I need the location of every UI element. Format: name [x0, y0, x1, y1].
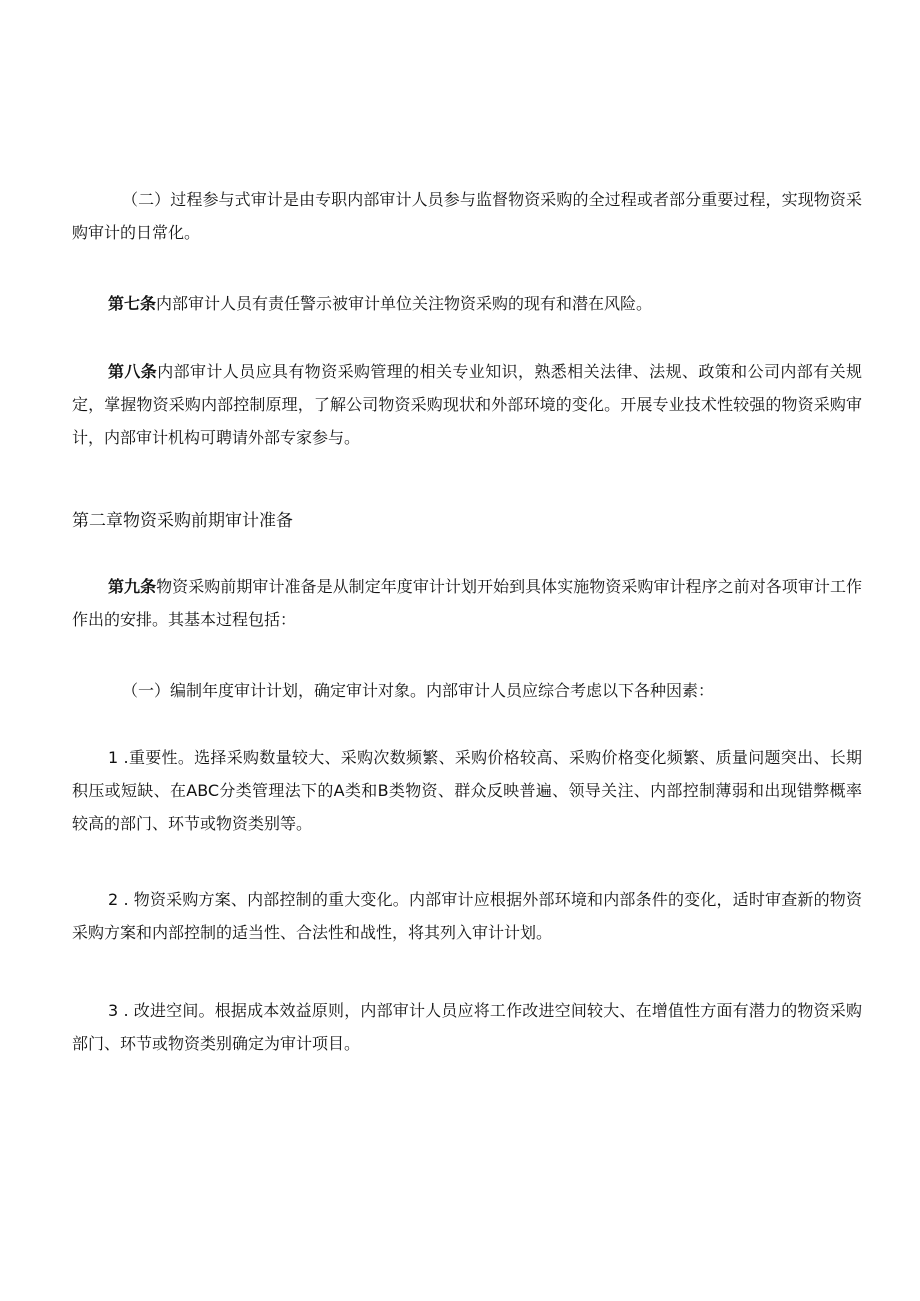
paragraph-text: 内部审计人员应具有物资采购管理的相关专业知识，熟悉相关法律、法规、政策和公司内部有关规定，掌握物资采购内部控制原理，了解公司物资采购现状和外部环境的变化。开展专业技术性较强的物资采购审计，内部审计机构可聘请外部专家参与。	[72, 362, 862, 447]
article-number: 第八条	[108, 362, 158, 381]
paragraph-article-7	[72, 287, 862, 320]
paragraph-text: （一）编制年度审计计划，确定审计对象。内部审计人员应综合考虑以下各种因素：	[122, 681, 715, 700]
paragraph-text: 1 .重要性。选择采购数量较大、采购次数频繁、采购价格较高、采购价格变化频繁、质量问题突出、长期积压或短缺、在ABC分类管理法下的A类和B类物资、群众反映普遍、领导关注、内部控制薄弱和出现错弊概率较高的部门、环节或物资类别等。	[72, 748, 862, 833]
paragraph-text: 2 . 物资采购方案、内部控制的重大变化。内部审计应根据外部环境和内部条件的变化，适时审查新的物资采购方案和内部控制的适当性、合法性和战性，将其列入审计计划。	[72, 890, 862, 942]
paragraph-article-9	[72, 570, 862, 636]
paragraph-article-8	[72, 355, 862, 454]
paragraph-text: 3 . 改进空间。根据成本效益原则，内部审计人员应将工作改进空间较大、在增值性方面有潜力的物资采购部门、环节或物资类别确定为审计项目。	[72, 1001, 862, 1053]
paragraph-text: 内部审计人员有责任警示被审计单位关注物资采购的现有和潜在风险。	[156, 294, 653, 313]
article-number: 第九条	[108, 577, 157, 596]
list-item-major-changes	[72, 883, 862, 949]
paragraph-text: （二）过程参与式审计是由专职内部审计人员参与监督物资采购的全过程或者部分重要过程，实现物资采购审计的日常化。	[72, 190, 862, 242]
paragraph-annual-plan	[72, 674, 862, 707]
list-item-importance	[72, 741, 862, 840]
article-number: 第七条	[108, 294, 157, 313]
paragraph-text: 物资采购前期审计准备是从制定年度审计计划开始到具体实施物资采购审计程序之前对各项审计工作作出的安排。其基本过程包括：	[72, 577, 862, 629]
chapter-heading: 第二章物资采购前期审计准备	[72, 511, 293, 531]
paragraph-process-audit	[72, 183, 862, 249]
list-item-improvement-space	[72, 994, 862, 1060]
